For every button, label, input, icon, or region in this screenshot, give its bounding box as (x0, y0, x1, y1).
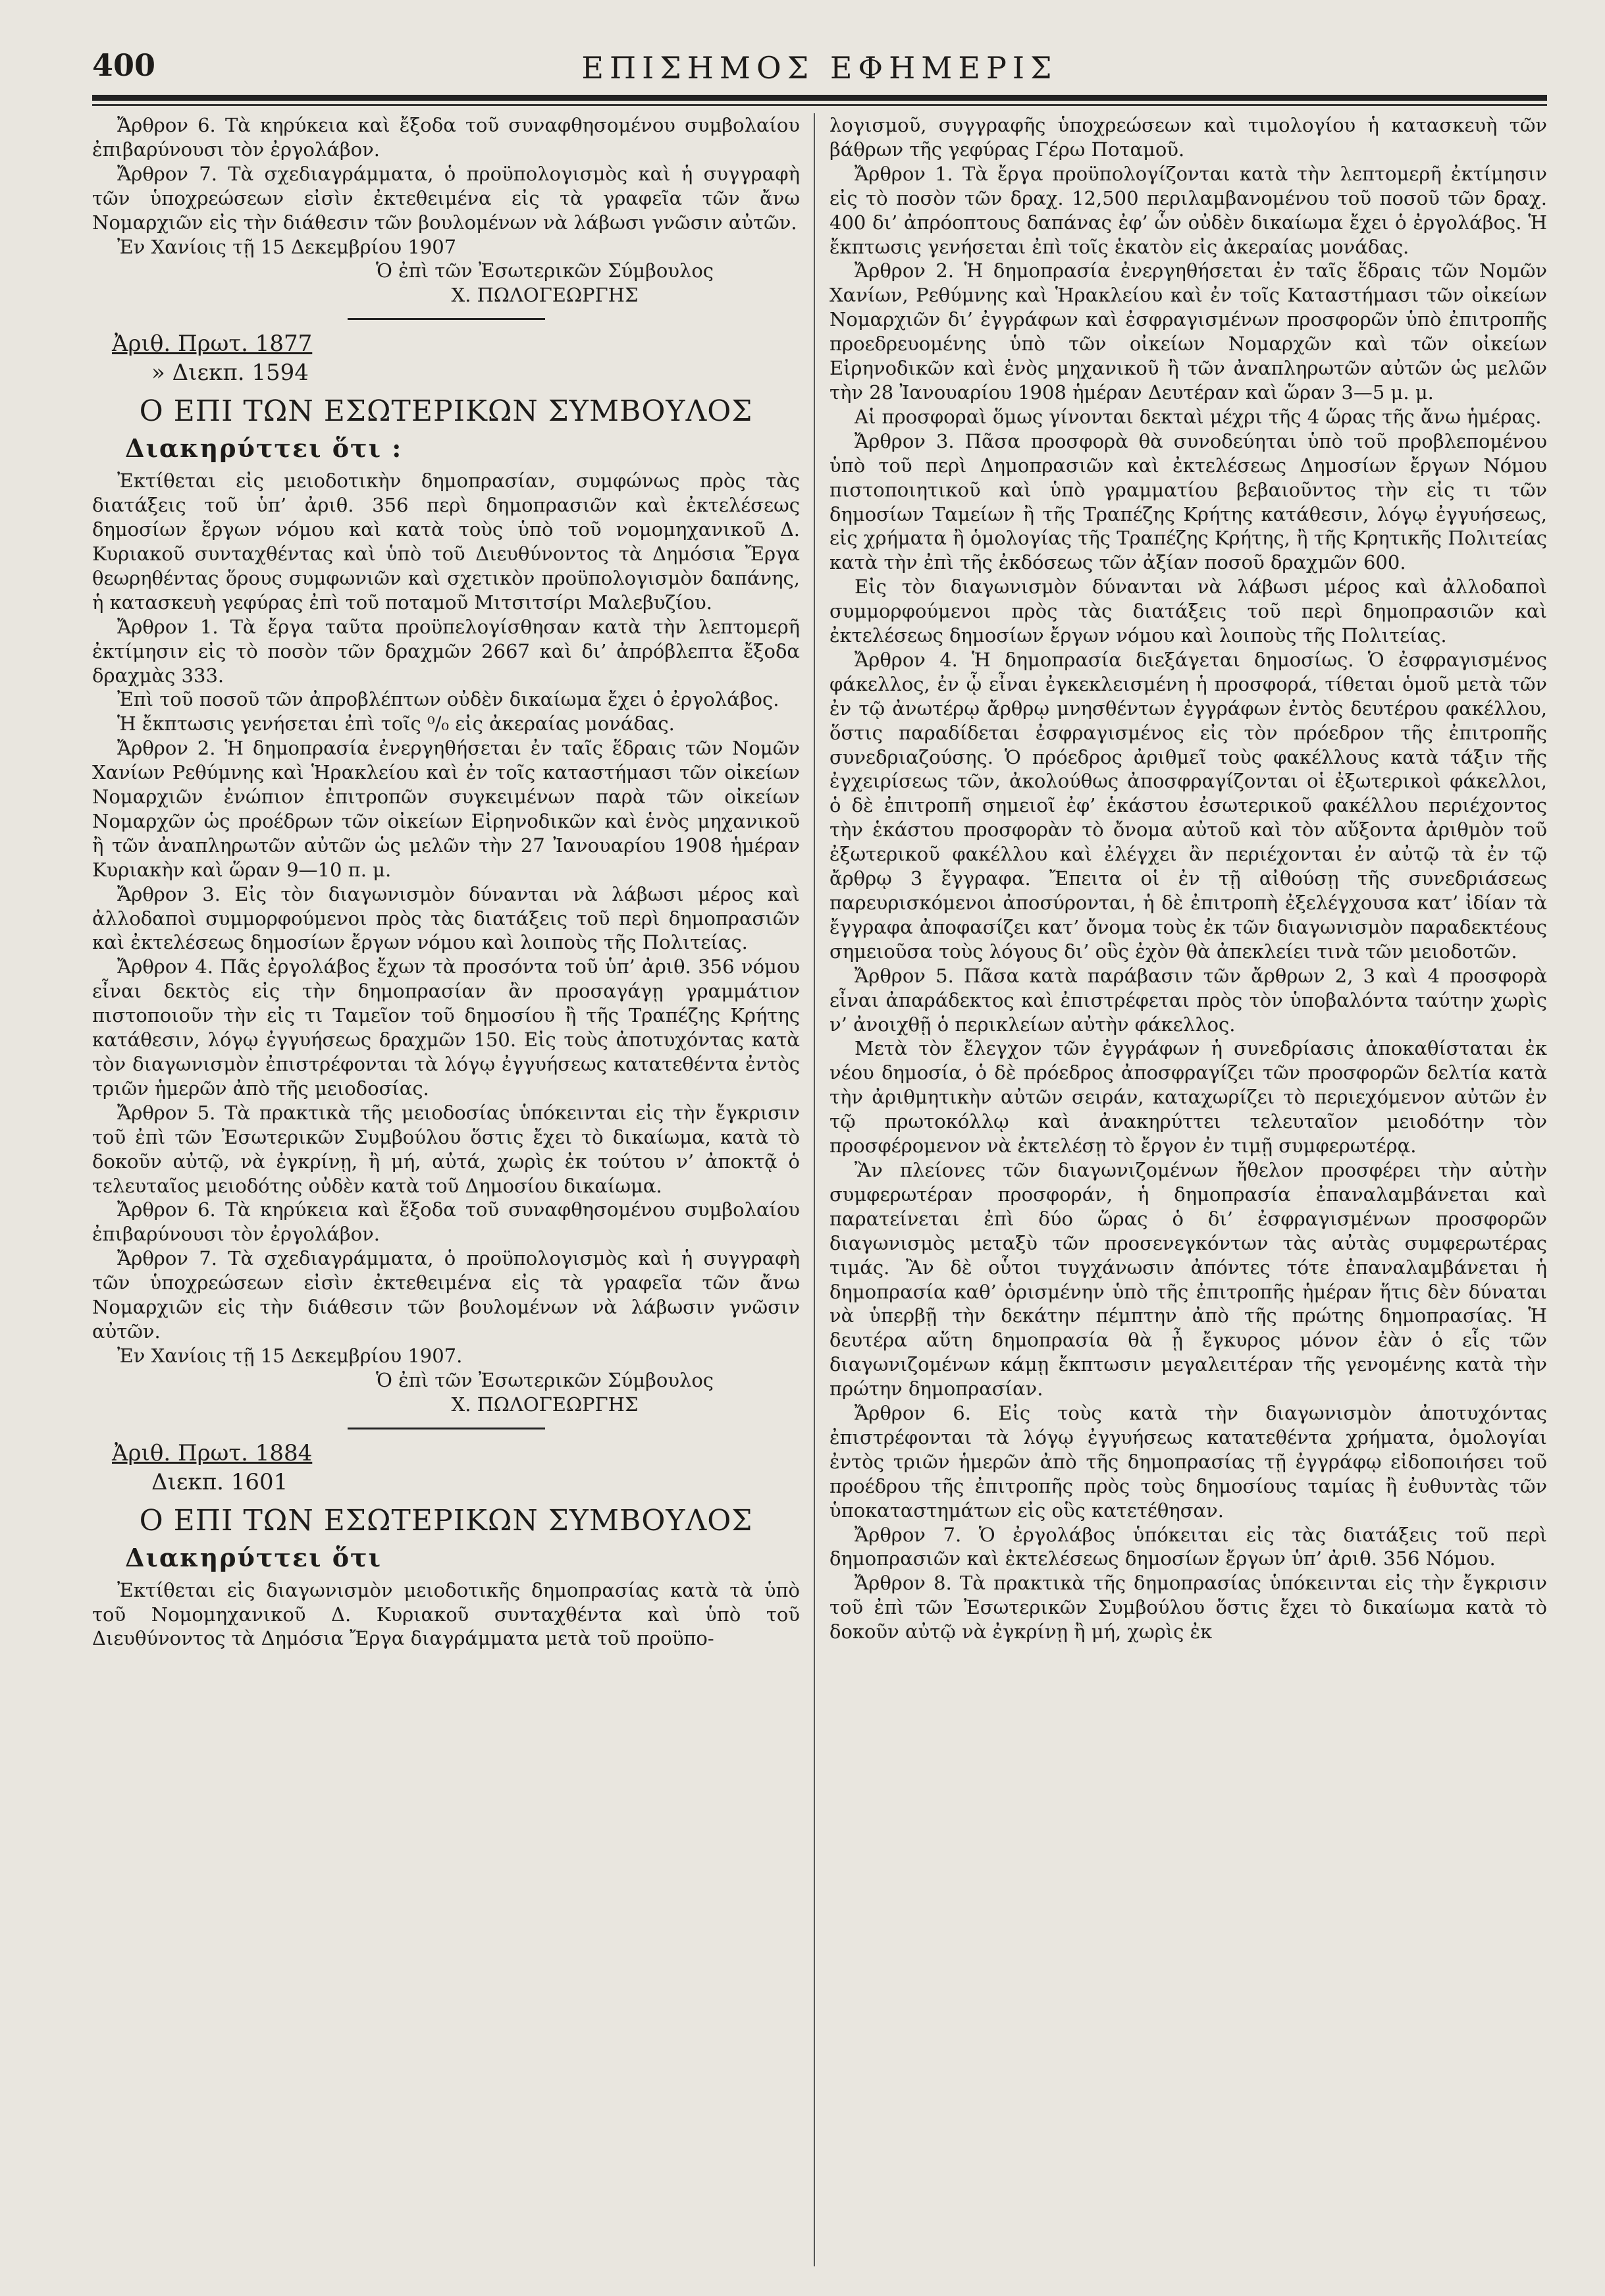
article-2: Ἄρθρον 2. Ἡ δημοπρασία ἐνεργηθήσεται ἐν ταῖς ἕδραις τῶν Νομῶν Χανίων, Ρεθύμνης καὶ Ἡρακλείου καὶ ἐν τοῖς Καταστήμασι τῶν οἰκείων Νομαρχιῶν δι’ ἐγγράφων καὶ ἐσφραγισμένων προσφορῶν ὑπὸ ἐπιτροπῆς προεδρευομένης ὑπὸ τῶν οἰκείων Νομαρχῶν καὶ τῶν οἰκείων Εἰρηνοδικῶν καὶ ἑνὸς μηχανικοῦ ἢ τῶν ἀναπληρωτῶν αὐτῶν ὡς μελῶν τὴν 28 Ἰανουαρίου 1908 ἡμέραν Δευτέραν καὶ ὥραν 3—5 μ. μ. (829, 259, 1547, 404)
article-7: Ἄρθρον 7. Τὰ σχεδιαγράμματα, ὁ προϋπολογισμὸς καὶ ἡ συγγραφὴ τῶν ὑποχρεώσεων εἰσὶν ἐκτεθειμένα εἰς τὰ γραφεῖα τῶν ἄνω Νομαρχιῶν εἰς τὴν διάθεσιν τῶν βουλομένων νὰ λάβωσι γνῶσιν αὐτῶν. (92, 162, 800, 234)
left-column (92, 113, 800, 1651)
article-6: Ἄρθρον 6. Τὰ κηρύκεια καὶ ἔξοδα τοῦ συναφθησομένου συμβολαίου ἐπιβαρύνουσι τὸν ἐργολάβον. (92, 1198, 800, 1246)
dispatch-number: Διεκπ. 1601 (151, 1468, 288, 1495)
article-4: Ἄρθρον 4. Πᾶς ἐργολάβος ἔχων τὰ προσόντα τοῦ ὑπ’ ἀριθ. 356 νόμου εἶναι δεκτὸς εἰς τὴν δημοπρασίαν ἂν προσαγάγῃ γραμμάτιον πιστοποιοῦν τὴν εἰς τι Ταμεῖον τοῦ δημοσίου ἢ τῆς Τραπέζης Κρήτης κατάθεσιν, λόγῳ ἐγγυήσεως δραχμῶν 150. Εἰς τοὺς ἀποτυχόντας κατὰ τὸν διαγωνισμὸν ἐπιστρέφονται τὰ λόγῳ ἐγγυήσεως κατατεθέντα ἐντὸς τριῶν ἡμερῶν ἀπὸ τῆς μειοδοσίας. (92, 955, 800, 1100)
dispatch-number: » Διεκπ. 1594 (151, 360, 309, 387)
article-4: Ἄρθρον 4. Ἡ δημοπρασία διεξάγεται δημοσίως. Ὁ ἐσφραγισμένος φάκελλος, ἐν ᾧ εἶναι ἐγκεκλεισμένη ἡ προσφορά, τίθεται ὁμοῦ μετὰ τῶν ἐν τῷ ἀνωτέρῳ ἄρθρῳ μνησθέντων ἐγγράφων ἐντὸς δευτέρου φακέλλου, ὅστις παραδίδεται ἐσφραγισμένος εἰς τὸν πρόεδρον τῆς ἐπιτροπῆς συνεδριαζούσης. Ὁ πρόεδρος ἀριθμεῖ τοὺς φακέλλους κατὰ τάξιν τῆς ἐγχειρίσεως τῶν, ἀκολούθως ἀποσφραγίζονται οἱ ἐξωτερικοὶ φάκελλοι, ὁ δὲ ἐπιτροπῆ σημειοῖ ἐφ’ ἑκάστου ἐσωτερικοῦ φακέλλου περιέχοντος τὴν ἑκάστου προσφορὰν τὸ ὄνομα αὐτοῦ καὶ τὸν αὔξοντα ἀριθμὸν τοῦ ἐξωτερικοῦ φακέλλου καὶ ἐλέγχει ἂν περιέχονται ἐν αὐτῷ τὰ ἐν τῷ ἄρθρῳ 3 ἔγγραφα. Ἔπειτα οἱ ἐν τῇ αἰθούσῃ τῆς συνεδριάσεως παρευρισκόμενοι ἀποσύρονται, ἡ δὲ ἐπιτροπὴ ἐξελέγχουσα κατ’ ἰδίαν τὰ ἔγγραφα ἀποφασίζει κατ’ ὄνομα τοὺς ἐκ τῶν διαγωνισμὸν παραδεκτέους σημειοῦσα τοὺς λόγους δι’ οὓς ἐχὸν θὰ ἀπεκλείει τινὰ τῶν μειοδοτῶν. (829, 648, 1547, 963)
paragraph: Αἱ προσφοραὶ ὅμως γίνονται δεκταὶ μέχρι τῆς 4 ὥρας τῆς ἄνω ἡμέρας. (855, 405, 1542, 428)
separator-rule (348, 318, 545, 320)
article-3: Ἄρθρον 3. Εἰς τὸν διαγωνισμὸν δύνανται νὰ λάβωσι μέρος καὶ ἀλλοδαποὶ συμμορφούμενοι πρὸς τὰς διατάξεις τοῦ περὶ δημοπρασιῶν καὶ ἐκτελέσεως δημοσίων ἔργων νόμου καὶ λοιποὺς τῆς Πολιτείας. (92, 882, 800, 954)
paragraph: Ἐπὶ τοῦ ποσοῦ τῶν ἀπροβλέπτων οὐδὲν δικαίωμα ἔχει ὁ ἐργολάβος. (117, 688, 779, 711)
issue-date: Ἐν Χανίοις τῇ 15 Δεκεμβρίου 1907. (117, 1344, 463, 1367)
separator-rule (348, 1428, 545, 1429)
signature-title: Ὁ ἐπὶ τῶν Ἐσωτερικῶν Σύμβουλος (375, 1368, 714, 1391)
header-rule (92, 95, 1547, 101)
signature-name: Χ. ΠΩΛΟΓΕΩΡΓΗΣ (451, 1393, 639, 1416)
notice-intro: Ἐκτίθεται εἰς μειοδοτικὴν δημοπρασίαν, συμφώνως πρὸς τὰς διατάξεις τοῦ ὑπ’ ἀριθ. 356 περὶ δημοπρασιῶν καὶ ἐκτελέσεως δημοσίων ἔργων νόμου καὶ κατὰ τοὺς ὑπὸ τοῦ νομομηχανικοῦ Δ. Κυριακοῦ συνταχθέντας καὶ ὑπὸ τοῦ Διευθύνοντος τὰ Δημόσια Ἔργα θεωρηθέντας ὅρους συμφωνιῶν καὶ σχετικὸν προϋπολογισμὸν δαπάνης, ἡ κατασκευὴ γεφύρας ἐπὶ τοῦ ποταμοῦ Μιτσιτσίρι Μαλεβυζίου. (92, 469, 800, 614)
article-2: Ἄρθρον 2. Ἡ δημοπρασία ἐνεργηθήσεται ἐν ταῖς ἕδραις τῶν Νομῶν Χανίων Ρεθύμνης καὶ Ἡρακλείου καὶ ἐν τοῖς καταστήμασι τῶν οἰκείων Νομαρχιῶν ἐνώπιον ἐπιτροπῶν συγκειμένων παρὰ τῶν οἰκείων Νομαρχῶν ὡς προέδρων τῶν οἰκείων Εἰρηνοδικῶν καὶ ἑνὸς μηχανικοῦ ἢ τῶν ἀναπληρωτῶν αὐτῶν ὡς μελῶν τὴν 27 Ἰανουαρίου 1908 ἡμέραν Κυριακὴν καὶ ὥραν 9—10 π. μ. (92, 737, 800, 881)
notice-heading: Ο ΕΠΙ ΤΩΝ ΕΣΩΤΕΡΙΚΩΝ ΣΥΜΒΟΥΛΟΣ (139, 394, 753, 429)
paragraph: Εἰς τὸν διαγωνισμὸν δύνανται νὰ λάβωσι μέρος καὶ ἀλλοδαποὶ συμμορφούμενοι πρὸς τὰς διατάξεις τοῦ περὶ δημοπρασιῶν καὶ ἐκτελέσεως δημοσίων ἔργων νόμου καὶ λοιποὺς τῆς Πολιτείας. (829, 575, 1547, 647)
page-number: 400 (92, 47, 156, 83)
column-divider (814, 113, 815, 2266)
notice-subheading: Διακηρύττει ὅτι : (125, 433, 403, 464)
notice-intro: Ἐκτίθεται εἰς διαγωνισμὸν μειοδοτικῆς δημοπρασίας κατὰ τὰ ὑπὸ τοῦ Νομομηχανικοῦ Δ. Κυριακοῦ συνταχθέντα καὶ ὑπὸ τοῦ Διευθύνοντος τὰ Δημόσια Ἔργα διαγράμματα μετὰ τοῦ προϋπο- (92, 1578, 800, 1650)
newspaper-title: ΕΠΙΣΗΜΟΣ ΕΦΗΜΕΡΙΣ (581, 50, 1058, 86)
article-3: Ἄρθρον 3. Πᾶσα προσφορὰ θὰ συνοδεύηται ὑπὸ τοῦ προβλεπομένου ὑπὸ τοῦ περὶ Δημοπρασιῶν καὶ ἐκτελέσεως Δημοσίων ἔργων Νόμου πιστοποιητικοῦ καὶ ὑπὸ γραμματίου βεβαιοῦντος τὴν εἰς τι τῶν δημοσίων Ταμείων ἢ τῆς Τραπέζης Κρήτης κατάθεσιν, λόγῳ ἐγγυήσεως, εἰς χρήματα ἢ ὁμολογίας τῆς Τραπέζης Κρήτης, ἢ τῆς Κρητικῆς Πολιτείας κατὰ τὴν ἐπὶ τῆς ἐκδόσεως τῶν ἀξίαν ποσοῦ δραχμῶν 600. (829, 429, 1547, 574)
article-1: Ἄρθρον 1. Τὰ ἔργα ταῦτα προϋπελογίσθησαν κατὰ τὴν λεπτομερῆ ἐκτίμησιν εἰς τὸ ποσὸν τῶν δραχμῶν 2667 καὶ δι’ ἀπρόβλεπτα ἔξοδα δραχμὰς 333. (92, 615, 800, 687)
reference-numbers (112, 329, 800, 387)
paragraph: Ἡ ἔκπτωσις γενήσεται ἐπὶ τοῖς ⁰/₀ εἰς ἀκεραίας μονάδας. (117, 712, 675, 735)
notice-subheading: Διακηρύττει ὅτι (125, 1542, 382, 1572)
article-7: Ἄρθρον 7. Ὁ ἐργολάβος ὑπόκειται εἰς τὰς διατάξεις τοῦ περὶ δημοπρασιῶν καὶ ἐκτελέσεως δημοσίων ἔργων ὑπ’ ἀριθ. 356 Νόμου. (829, 1523, 1547, 1570)
notice-heading: Ο ΕΠΙ ΤΩΝ ΕΣΩΤΕΡΙΚΩΝ ΣΥΜΒΟΥΛΟΣ (139, 1503, 753, 1537)
article-1: Ἄρθρον 1. Τὰ ἔργα προϋπολογίζονται κατὰ τὴν λεπτομερῆ ἐκτίμησιν εἰς τὸ ποσὸν τῶν δραχ. 12,500 περιλαμβανομένου τοῦ ποσοῦ τῶν δραχ. 400 δι’ ἀπρόοπτους δαπάνας ἐφ’ ὧν οὐδὲν δικαίωμα ἔχει ὁ ἐργολάβος. Ἡ ἔκπτωσις γενήσεται ἐπὶ τοῖς ἑκατὸν εἰς ἀκεραίας μονάδας. (829, 162, 1547, 258)
protocol-number: Ἀριθ. Πρωτ. 1884 (112, 1439, 313, 1466)
header-rule-thin (92, 104, 1547, 106)
article-5: Ἄρθρον 5. Πᾶσα κατὰ παράβασιν τῶν ἄρθρων 2, 3 καὶ 4 προσφορὰ εἶναι ἀπαράδεκτος καὶ ἐπιστρέφεται πρὸς τὸν ὑποβαλόντα ταύτην χωρὶς ν’ ἀνοιχθῇ ὁ περικλείων αὐτὴν φάκελλος. (829, 964, 1547, 1036)
article-8: Ἄρθρον 8. Τὰ πρακτικὰ τῆς δημοπρασίας ὑπόκεινται εἰς τὴν ἔγκρισιν τοῦ ἐπὶ τῶν Ἐσωτερικῶν Συμβούλου ὅστις ἔχει τὸ δικαίωμα κατὰ τὸ δοκοῦν αὐτῷ νὰ ἐγκρίνῃ ἢ μή, χωρὶς ἐκ (829, 1572, 1547, 1643)
article-7: Ἄρθρον 7. Τὰ σχεδιαγράμματα, ὁ προϋπολογισμὸς καὶ ἡ συγγραφὴ τῶν ὑποχρεώσεων εἰσὶν ἐκτεθειμένα εἰς τὰ γραφεῖα τῶν ἄνω Νομαρχιῶν εἰς τὴν διάθεσιν τῶν βουλομένων νὰ λάβωσιν γνῶσιν αὐτῶν. (92, 1247, 800, 1343)
paragraph-continued: λογισμοῦ, συγγραφῆς ὑποχρεώσεων καὶ τιμολογίου ἡ κατασκευὴ τῶν βάθρων τῆς γεφύρας Γέρω Ποταμοῦ. (829, 114, 1547, 161)
signature-name: Χ. ΠΩΛΟΓΕΩΡΓΗΣ (451, 284, 639, 307)
signature-title: Ὁ ἐπὶ τῶν Ἐσωτερικῶν Σύμβουλος (375, 259, 714, 282)
article-6: Ἄρθρον 6. Εἰς τοὺς κατὰ τὴν διαγωνισμὸν ἀποτυχόντας ἐπιστρέφονται τὰ λόγῳ ἐγγυήσεως κατατεθέντα χρήματα, ὁμολογίαι ἐντὸς τριῶν ἡμερῶν ἀπὸ τῆς δημοπρασίας τῇ ἐγγράφῳ εἰδοποιήσει τοῦ προέδρου τῆς ἐπιτροπῆς πρὸς τοὺς δημοσίους ταμίας ἢ ἐυθυντὰς τῶν ὑποκαταστημάτων εἰς οὓς κατετέθησαν. (829, 1402, 1547, 1522)
article-5: Ἄρθρον 5. Τὰ πρακτικὰ τῆς μειοδοσίας ὑπόκεινται εἰς τὴν ἔγκρισιν τοῦ ἐπὶ τῶν Ἐσωτερικῶν Συμβούλου ὅστις ἔχει τὸ δικαίωμα, κατὰ τὸ δοκοῦν αὐτῷ, νὰ ἐγκρίνῃ, ἢ μή, αὐτά, χωρὶς ἐκ τούτου ν’ ἀποκτᾷ ὁ τελευταῖος μειοδότης οὐδὲν κατὰ τοῦ Δημοσίου δικαίωμα. (92, 1101, 800, 1197)
article-6: Ἄρθρον 6. Τὰ κηρύκεια καὶ ἔξοδα τοῦ συναφθησομένου συμβολαίου ἐπιβαρύνουσι τὸν ἐργολάβον. (92, 114, 800, 161)
right-column (829, 113, 1547, 1644)
reference-numbers (112, 1439, 800, 1497)
paragraph: Μετὰ τὸν ἔλεγχον τῶν ἐγγράφων ἡ συνεδρίασις ἀποκαθίσταται ἐκ νέου δημοσία, ὁ δὲ πρόεδρος ἀποσφραγίζει τῶν προσφορῶν δελτία κατὰ τὴν ἀριθμητικὴν αὐτῶν σειράν, καταχωρίζει τὸ περιεχόμενον αὐτῶν ἐν τῷ πρωτοκόλλῳ καὶ ἀνακηρύττει τελευταῖον μειοδότην τὸν προσφέρομενον νὰ ἐκτελέσῃ τὸ ἔργον ἐν τιμῇ συμφερωτέρᾳ. (829, 1037, 1547, 1158)
issue-date: Ἐν Χανίοις τῇ 15 Δεκεμβρίου 1907 (117, 235, 457, 258)
protocol-number: Ἀριθ. Πρωτ. 1877 (112, 331, 313, 358)
paragraph: Ἂν πλείονες τῶν διαγωνιζομένων ἤθελον προσφέρει τὴν αὐτὴν συμφερωτέραν προσφοράν, ἡ δημοπρασία ἐπαναλαμβάνεται καὶ παρατείνεται ἐπὶ δύο ὥρας ὁ δι’ ἐσφραγισμένων προσφορῶν διαγωνισμὸς μεταξὺ τῶν προσενεγκόντων τὰς αὐτὰς συμφερωτέρας τιμάς. Ἂν δὲ οὗτοι τυγχάνωσιν ἀπόντες τότε ἐπαναλαμβάνεται ἡ δημοπρασία καθ’ ὁρισμένην ὑπὸ τῆς ἐπιτροπῆς ἡμέραν ἥτις δὲν δύναται νὰ ὑπερβῇ τὴν δεκάτην πέμπτην ἀπὸ τῆς πρώτης δημοπρασίας. Ἡ δευτέρα αὕτη δημοπρασία θὰ ᾖ ἔγκυρος μόνον ἐὰν ὁ εἷς τῶν διαγωνιζομένων κάμῃ ἔκπτωσιν μεγαλειτέραν τῆς γενομένης κατὰ τὴν πρώτην δημοπρασίαν. (829, 1158, 1547, 1401)
page-header (92, 47, 1547, 93)
